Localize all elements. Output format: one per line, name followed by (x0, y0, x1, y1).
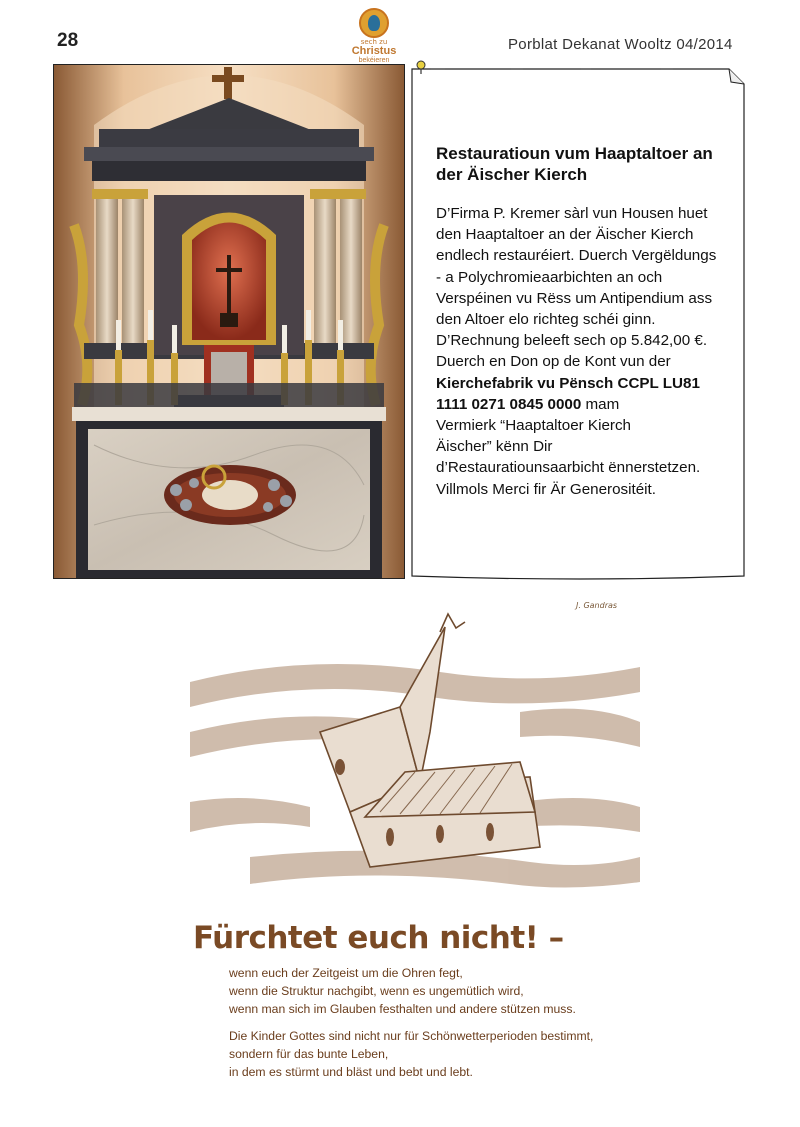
pin-icon (415, 60, 427, 74)
article-body (436, 203, 726, 500)
article-line: Verspéinen vu Rëss um Antipendium ass (436, 289, 713, 307)
altar-photo (53, 64, 405, 579)
church-in-storm-sketch (190, 612, 640, 912)
logo-line-3: bekéieren (358, 57, 390, 64)
bank-account-number: 1111 0271 0845 0000 (436, 395, 582, 413)
article-line: Vermierk “Haaptaltoer Kierch (436, 417, 631, 435)
poem-line: sondern für das bunte Leben, (229, 1047, 389, 1061)
logo (344, 6, 404, 64)
poem-line: Die Kinder Gottes sind nicht nur für Schönwetterperioden bestimmt, (229, 1029, 594, 1043)
logo-line-2: Christus (351, 45, 397, 57)
article-line: - a Polychromieaarbichten an och (436, 268, 663, 286)
article-line: D’Firma P. Kremer sàrl vun Housen huet (436, 205, 708, 222)
poem-line: wenn man sich im Glauben festhalten und andere stützen muss. (229, 1002, 576, 1016)
publication-title: Porblat Dekanat Wooltz 04/2014 (508, 36, 733, 53)
logo-line-1: sech zu (360, 38, 388, 46)
page-number: 28 (57, 30, 79, 51)
poem-line: in dem es stürmt und bläst und bebt und lebt. (229, 1065, 473, 1079)
poem-stanza-2 (229, 1027, 649, 1081)
poem-line: wenn euch der Zeitgeist um die Ohren fegt, (229, 966, 463, 980)
poem-stanza-1 (229, 964, 649, 1018)
article-line: den Altoer elo richteg schéi ginn. (436, 311, 656, 329)
poem-headline: Fürchtet euch nicht! – (193, 920, 564, 956)
poem-line: wenn die Struktur nachgibt, wenn es ungemütlich wird, (229, 984, 524, 998)
article-line: Duerch en Don op de Kont vun der (436, 353, 671, 371)
article-line: den Haaptaltoer an der Äischer Kierch (436, 226, 694, 244)
article-line: Äischer” kënn Dir (436, 438, 553, 456)
article-line: D’Rechnung beleeft sech op 5.842,00 €. (436, 332, 708, 350)
article-title: Restauratioun vum Haaptaltoer an der Äischer Kierch (436, 144, 713, 184)
article-line: d’Restauratiounsaarbicht ënnerstetzen. (436, 459, 701, 477)
article-line: endlech restauréiert. Duerch Vergëldungs (436, 247, 717, 265)
article-line: mam (581, 395, 620, 413)
christ-face-icon (359, 8, 389, 38)
illustration-credit: J. Gandras (576, 601, 618, 610)
article-text (436, 143, 726, 500)
article-line: Villmols Merci fir Är Generositéit. (436, 480, 656, 498)
bank-account-holder: Kierchefabrik vu Pënsch CCPL LU81 (436, 374, 700, 392)
